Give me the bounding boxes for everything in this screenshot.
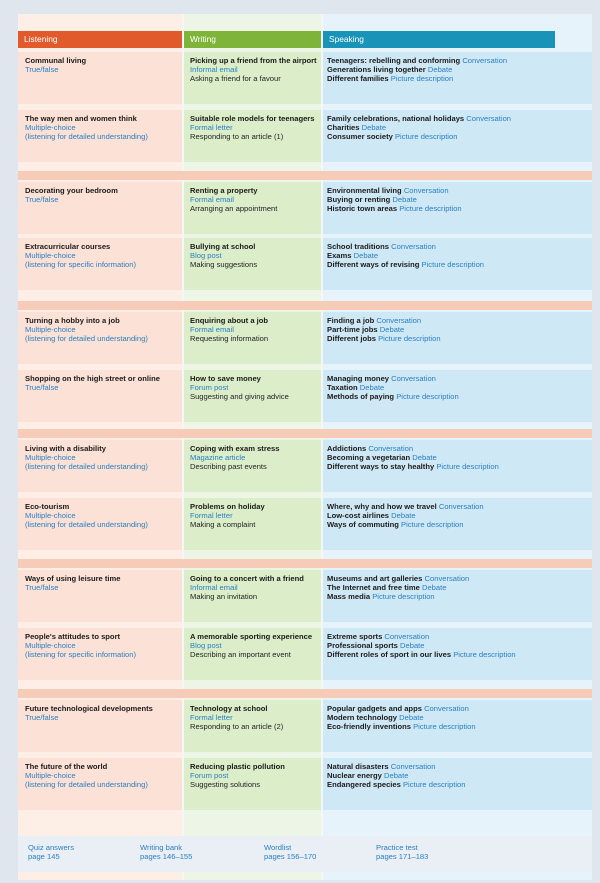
listening-task-type: Multiple-choice xyxy=(25,771,76,781)
speaking-item xyxy=(327,383,592,392)
writing-cell xyxy=(184,758,321,810)
syllabus-page xyxy=(18,14,592,880)
writing-cell xyxy=(184,370,321,422)
listening-title: The future of the world xyxy=(25,762,108,771)
speaking-item xyxy=(327,511,592,520)
speaking-topic: Exams xyxy=(327,251,352,261)
listening-task-note: (listening for detailed understanding) xyxy=(25,334,148,344)
listening-title: The way men and women think xyxy=(25,114,137,123)
writing-task: Making suggestions xyxy=(190,260,258,270)
speaking-mode: Conversation xyxy=(438,502,484,511)
unit-separator xyxy=(18,429,592,438)
writing-task: Responding to an article (1) xyxy=(190,132,284,142)
speaking-cell xyxy=(323,238,592,290)
speaking-mode: Picture description xyxy=(453,650,516,660)
footer-label: Practice test xyxy=(376,843,418,852)
listening-cell xyxy=(18,370,182,422)
speaking-mode: Conversation xyxy=(424,574,470,583)
speaking-topic: Different jobs xyxy=(327,334,376,344)
speaking-topic: Low-cost airlines xyxy=(327,511,390,521)
speaking-item xyxy=(327,780,592,789)
writing-text-type: Informal email xyxy=(190,65,238,75)
speaking-topic: Modern technology xyxy=(327,713,398,723)
listening-task-type: Multiple-choice xyxy=(25,123,76,133)
speaking-topic: Finding a job xyxy=(327,316,375,325)
footer-practice-test[interactable] xyxy=(376,843,428,862)
speaking-topic: Historic town areas xyxy=(327,204,398,214)
writing-text-type: Forum post xyxy=(190,771,229,781)
speaking-item xyxy=(327,316,592,325)
speaking-item xyxy=(327,592,592,601)
speaking-topic: Extreme sports xyxy=(327,632,383,641)
footer-label: Quiz answers xyxy=(28,843,75,852)
speaking-mode: Debate xyxy=(399,713,424,723)
speaking-cell xyxy=(323,700,592,752)
listening-cell xyxy=(18,312,182,364)
writing-title: Suitable role models for teenagers xyxy=(190,114,315,123)
footer-writing-bank[interactable] xyxy=(140,843,192,862)
speaking-topic: Different roles of sport in our lives xyxy=(327,650,452,660)
speaking-item xyxy=(327,650,592,659)
speaking-mode: Picture description xyxy=(372,592,435,602)
writing-cell xyxy=(184,628,321,680)
speaking-mode: Debate xyxy=(392,195,417,205)
listening-task-type: True/false xyxy=(25,195,59,205)
speaking-mode: Picture description xyxy=(421,260,485,270)
listening-task-note: (listening for detailed understanding) xyxy=(25,132,148,142)
speaking-topic: Endangered species xyxy=(327,780,401,790)
speaking-item xyxy=(327,762,592,771)
listening-task-note: (listening for detailed understanding) xyxy=(25,780,148,790)
speaking-item xyxy=(327,132,592,141)
speaking-mode: Conversation xyxy=(391,374,436,383)
listening-cell xyxy=(18,758,182,810)
speaking-topic: School traditions xyxy=(327,242,390,251)
writing-text-type: Formal letter xyxy=(190,713,233,723)
listening-header: Listening xyxy=(18,31,182,48)
speaking-item xyxy=(327,583,592,592)
speaking-topic: Family celebrations, national holidays xyxy=(327,114,465,123)
footer-label: Wordlist xyxy=(264,843,292,852)
speaking-cell xyxy=(323,110,592,162)
listening-task-type: Multiple-choice xyxy=(25,641,76,651)
speaking-mode: Picture description xyxy=(396,392,459,402)
listening-task-note: (listening for detailed understanding) xyxy=(25,462,148,472)
writing-text-type: Informal email xyxy=(190,583,238,593)
writing-title: Going to a concert with a friend xyxy=(190,574,304,583)
writing-task: Describing past events xyxy=(190,462,267,472)
speaking-topic: Managing money xyxy=(327,374,390,383)
speaking-topic: Popular gadgets and apps xyxy=(327,704,422,713)
listening-title: Extracurricular courses xyxy=(25,242,111,251)
writing-text-type: Formal letter xyxy=(190,123,233,133)
writing-title: Enquiring about a job xyxy=(190,316,269,325)
writing-title: A memorable sporting experience xyxy=(190,632,313,641)
writing-title: Reducing plastic pollution xyxy=(190,762,285,771)
writing-task: Making an invitation xyxy=(190,592,258,602)
speaking-mode: Debate xyxy=(400,641,425,651)
writing-cell xyxy=(184,312,321,364)
speaking-item xyxy=(327,374,592,383)
speaking-mode: Debate xyxy=(391,511,416,521)
writing-text-type: Forum post xyxy=(190,383,229,393)
speaking-mode: Conversation xyxy=(376,316,422,325)
speaking-topic: Addictions xyxy=(327,444,367,453)
writing-title: How to save money xyxy=(190,374,261,383)
speaking-mode: Conversation xyxy=(384,632,430,641)
speaking-item xyxy=(327,722,592,731)
writing-cell xyxy=(184,440,321,492)
writing-task: Describing an important event xyxy=(190,650,291,660)
speaking-mode: Debate xyxy=(361,123,387,133)
speaking-cell xyxy=(323,570,592,622)
listening-task-type: True/false xyxy=(25,713,59,723)
listening-title: People's attitudes to sport xyxy=(25,632,121,641)
writing-task: Asking a friend for a favour xyxy=(190,74,281,84)
speaking-mode: Picture description xyxy=(436,462,499,472)
writing-cell xyxy=(184,110,321,162)
speaking-topic: Different families xyxy=(327,74,389,84)
writing-title: Picking up a friend from the airport xyxy=(190,56,317,65)
speaking-item xyxy=(327,713,592,722)
listening-title: Decorating your bedroom xyxy=(25,186,118,195)
listening-cell xyxy=(18,628,182,680)
speaking-item xyxy=(327,204,592,213)
speaking-item xyxy=(327,251,592,260)
speaking-mode: Debate xyxy=(379,325,405,335)
speaking-topic: Mass media xyxy=(327,592,371,602)
speaking-mode: Picture description xyxy=(378,334,441,344)
speaking-mode: Picture description xyxy=(413,722,476,732)
speaking-topic: Ways of commuting xyxy=(327,520,399,530)
speaking-topic: Generations living together xyxy=(327,65,426,75)
listening-task-type: Multiple-choice xyxy=(25,453,76,463)
speaking-topic: Environmental living xyxy=(327,186,402,195)
speaking-mode: Debate xyxy=(359,383,385,393)
listening-task-note: (listening for detailed understanding) xyxy=(25,520,148,530)
speaking-item xyxy=(327,771,592,780)
speaking-item xyxy=(327,392,592,401)
speaking-mode: Conversation xyxy=(368,444,414,453)
speaking-mode: Conversation xyxy=(391,242,436,251)
writing-title: Bullying at school xyxy=(190,242,256,251)
speaking-item xyxy=(327,123,592,132)
writing-task: Arranging an appointment xyxy=(190,204,278,214)
speaking-topic: Consumer society xyxy=(327,132,393,142)
speaking-cell xyxy=(323,498,592,550)
writing-text-type: Magazine article xyxy=(190,453,246,463)
listening-task-type: True/false xyxy=(25,65,59,75)
listening-task-type: True/false xyxy=(25,583,59,593)
writing-text-type: Blog post xyxy=(190,251,222,261)
listening-title: Communal living xyxy=(25,56,87,65)
listening-task-type: True/false xyxy=(25,383,59,393)
writing-task: Requesting information xyxy=(190,334,269,344)
speaking-mode: Conversation xyxy=(462,56,508,65)
listening-cell xyxy=(18,498,182,550)
speaking-topic: Becoming a vegetarian xyxy=(327,453,411,463)
speaking-mode: Picture description xyxy=(394,132,458,142)
speaking-item xyxy=(327,641,592,650)
unit-separator xyxy=(18,689,592,698)
speaking-item xyxy=(327,704,592,713)
listening-cell xyxy=(18,570,182,622)
writing-cell xyxy=(184,498,321,550)
listening-task-type: Multiple-choice xyxy=(25,251,76,261)
speaking-topic: The Internet and free time xyxy=(327,583,420,593)
unit-separator xyxy=(18,301,592,310)
writing-task: Responding to an article (2) xyxy=(190,722,284,732)
listening-cell xyxy=(18,238,182,290)
speaking-topic: Eco-friendly inventions xyxy=(327,722,411,732)
speaking-cell xyxy=(323,758,592,810)
speaking-item xyxy=(327,260,592,269)
speaking-topic: Professional sports xyxy=(327,641,398,651)
speaking-topic: Teenagers: rebelling and conforming xyxy=(327,56,461,65)
speaking-mode: Picture description xyxy=(401,520,464,530)
speaking-mode: Debate xyxy=(412,453,437,463)
speaking-item xyxy=(327,444,592,453)
speaking-cell xyxy=(323,312,592,364)
listening-title: Eco-tourism xyxy=(25,502,70,511)
writing-text-type: Blog post xyxy=(190,641,222,651)
footer-pages: pages 171–183 xyxy=(376,852,429,862)
writing-cell xyxy=(184,52,321,104)
listening-task-note: (listening for specific information) xyxy=(25,260,136,270)
speaking-header: Speaking xyxy=(323,31,555,48)
speaking-mode: Picture description xyxy=(390,74,454,84)
writing-cell xyxy=(184,570,321,622)
footer-links xyxy=(18,836,592,872)
speaking-mode: Conversation xyxy=(390,762,436,771)
listening-task-type: Multiple-choice xyxy=(25,325,76,335)
listening-cell xyxy=(18,440,182,492)
speaking-topic: Different ways of revising xyxy=(327,260,420,270)
speaking-mode: Conversation xyxy=(466,114,512,123)
writing-cell xyxy=(184,182,321,234)
listening-title: Future technological developments xyxy=(25,704,153,713)
speaking-topic: Museums and art galleries xyxy=(327,574,423,583)
speaking-topic: Taxation xyxy=(327,383,358,393)
speaking-item xyxy=(327,502,592,511)
speaking-item xyxy=(327,74,592,83)
speaking-mode: Picture description xyxy=(399,204,462,214)
speaking-item xyxy=(327,334,592,343)
speaking-cell xyxy=(323,182,592,234)
listening-title: Turning a hobby into a job xyxy=(25,316,120,325)
footer-quiz-answers[interactable] xyxy=(28,843,74,862)
speaking-item xyxy=(327,453,592,462)
listening-cell xyxy=(18,110,182,162)
writing-text-type: Formal email xyxy=(190,195,234,205)
writing-text-type: Formal email xyxy=(190,325,234,335)
speaking-topic: Buying or renting xyxy=(327,195,391,205)
listening-cell xyxy=(18,700,182,752)
speaking-item xyxy=(327,186,592,195)
table-header xyxy=(18,31,592,48)
writing-title: Renting a property xyxy=(190,186,258,195)
footer-pages: pages 146–155 xyxy=(140,852,193,862)
writing-cell xyxy=(184,700,321,752)
footer-pages: pages 156–170 xyxy=(264,852,317,862)
writing-text-type: Formal letter xyxy=(190,511,233,521)
speaking-cell xyxy=(323,52,592,104)
speaking-item xyxy=(327,195,592,204)
speaking-mode: Picture description xyxy=(402,780,466,790)
unit-separator xyxy=(18,559,592,568)
writing-cell xyxy=(184,238,321,290)
writing-task: Suggesting solutions xyxy=(190,780,261,790)
footer-label: Writing bank xyxy=(140,843,183,852)
footer-pages: page 145 xyxy=(28,852,60,862)
speaking-topic: Natural disasters xyxy=(327,762,389,771)
writing-header: Writing xyxy=(184,31,321,48)
unit-separator xyxy=(18,171,592,180)
speaking-topic: Charities xyxy=(327,123,360,133)
writing-title: Problems on holiday xyxy=(190,502,265,511)
listening-cell xyxy=(18,52,182,104)
listening-task-type: Multiple-choice xyxy=(25,511,76,521)
listening-cell xyxy=(18,182,182,234)
speaking-item xyxy=(327,574,592,583)
speaking-cell xyxy=(323,440,592,492)
speaking-mode: Debate xyxy=(421,583,447,593)
speaking-mode: Debate xyxy=(384,771,409,781)
speaking-item xyxy=(327,56,592,65)
writing-task: Making a complaint xyxy=(190,520,256,530)
speaking-item xyxy=(327,242,592,251)
listening-task-note: (listening for specific information) xyxy=(25,650,136,660)
speaking-topic: Methods of paying xyxy=(327,392,395,402)
speaking-item xyxy=(327,462,592,471)
footer-wordlist[interactable] xyxy=(264,843,316,862)
speaking-mode: Conversation xyxy=(403,186,449,195)
writing-title: Technology at school xyxy=(190,704,268,713)
listening-title: Shopping on the high street or online xyxy=(25,374,160,383)
speaking-cell xyxy=(323,628,592,680)
speaking-mode: Conversation xyxy=(424,704,469,713)
speaking-topic: Part-time jobs xyxy=(327,325,378,335)
speaking-cell xyxy=(323,370,592,422)
listening-title: Ways of using leisure time xyxy=(25,574,121,583)
speaking-topic: Nuclear energy xyxy=(327,771,382,781)
speaking-item xyxy=(327,65,592,74)
speaking-topic: Different ways to stay healthy xyxy=(327,462,435,472)
speaking-mode: Debate xyxy=(353,251,379,261)
speaking-item xyxy=(327,520,592,529)
speaking-topic: Where, why and how we travel xyxy=(327,502,437,511)
speaking-item xyxy=(327,114,592,123)
speaking-mode: Debate xyxy=(427,65,453,75)
listening-title: Living with a disability xyxy=(25,444,107,453)
speaking-item xyxy=(327,632,592,641)
writing-title: Coping with exam stress xyxy=(190,444,280,453)
speaking-item xyxy=(327,325,592,334)
writing-task: Suggesting and giving advice xyxy=(190,392,289,402)
